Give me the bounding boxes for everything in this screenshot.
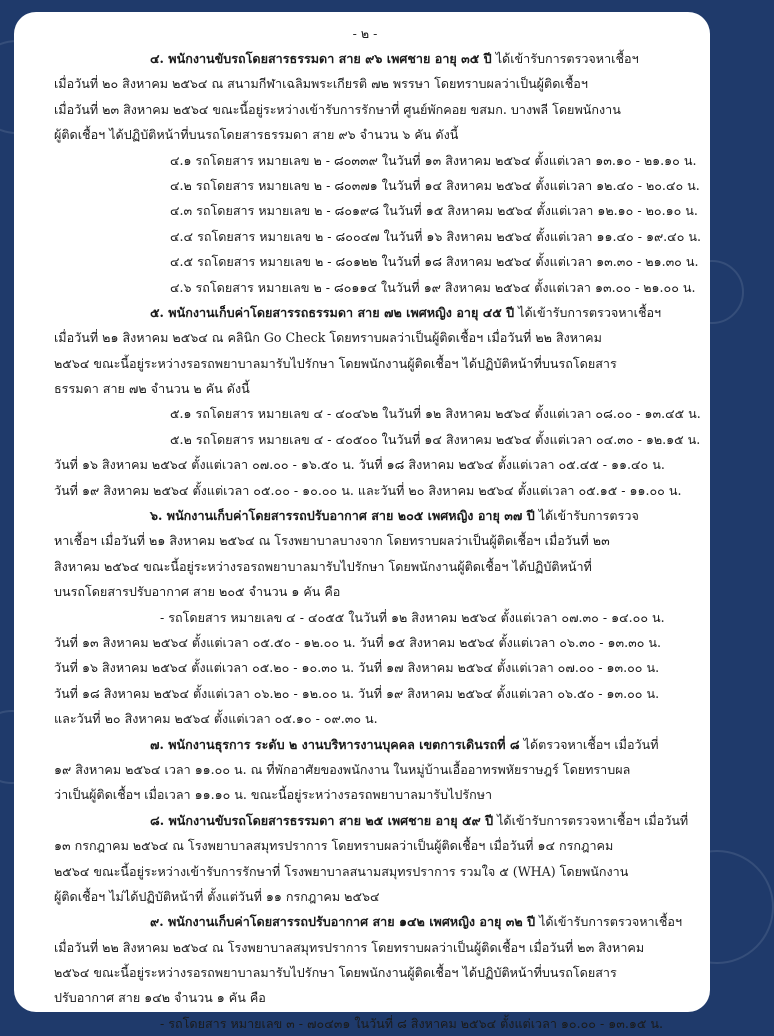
section-heading: ๕. พนักงานเก็บค่าโดยสารรถธรรมดา สาย ๗๒ เพศหญิง อายุ ๔๕ ปี <box>150 304 515 320</box>
section-heading-rest: ได้เข้ารับการตรวจ <box>534 508 639 524</box>
section-7-heading-line <box>54 732 676 757</box>
section-heading: ๖. พนักงานเก็บค่าโดยสารรถปรับอากาศ สาย ๒๐๕ เพศหญิง อายุ ๓๗ ปี <box>150 508 535 524</box>
section-8-heading-line <box>54 808 689 833</box>
body-line: บนรถโดยสารปรับอากาศ สาย ๒๐๕ จำนวน ๑ คัน คือ <box>54 584 341 600</box>
page-number: - ๒ - <box>352 26 378 41</box>
body-line: เมื่อวันที่ ๒๑ สิงหาคม ๒๕๖๔ ณ คลินิก Go Check โดยทราบผลว่าเป็นผู้ติดเชื้อฯ เมื่อวันที่ ๒๒ สิงหาคม <box>54 330 602 346</box>
list-item: ๕.๑ รถโดยสาร หมายเลข ๔ - ๔๐๔๖๒ ในวันที่ ๑๒ สิงหาคม ๒๕๖๔ ตั้งแต่เวลา ๐๘.๐๐ - ๑๓.๔๕ น. <box>170 406 701 422</box>
section-5-heading-line <box>54 300 676 325</box>
list-item: ๔.๓ รถโดยสาร หมายเลข ๒ - ๘๐๑๙๘ ในวันที่ ๑๕ สิงหาคม ๒๕๖๔ ตั้งแต่เวลา ๑๒.๑๐ - ๒๐.๑๐ น. <box>170 203 698 219</box>
body-line: วันที่ ๑๓ สิงหาคม ๒๕๖๔ ตั้งแต่เวลา ๐๕.๕๐ - ๑๒.๐๐ น. วันที่ ๑๕ สิงหาคม ๒๕๖๔ ตั้งแต่เวลา ๐๖.๓๐ - ๑๓.๓๐ น. <box>54 634 662 650</box>
body-line: ๒๕๖๔ ขณะนี้อยู่ระหว่างรอรถพยาบาลมารับไปรักษา โดยพนักงานผู้ติดเชื้อฯ ได้ปฏิบัติหน้าที่บนรถโดยสาร <box>54 355 617 371</box>
section-heading-rest: ได้เข้ารับการตรวจหาเชื้อฯ เมื่อวันที่ <box>493 812 689 828</box>
section-heading-rest: ได้ตรวจหาเชื้อฯ เมื่อวันที่ <box>519 736 659 752</box>
body-line: และวันที่ ๒๐ สิงหาคม ๒๕๖๔ ตั้งแต่เวลา ๐๕.๑๐ - ๐๙.๓๐ น. <box>54 711 378 727</box>
body-line: วันที่ ๑๘ สิงหาคม ๒๕๖๔ ตั้งแต่เวลา ๐๖.๒๐ - ๑๒.๐๐ น. วันที่ ๑๙ สิงหาคม ๒๕๖๔ ตั้งแต่เวลา ๐๖.๕๐ - ๑๓.๐๐ น. <box>54 685 660 701</box>
section-6-heading-line <box>54 503 676 528</box>
body-line: สิงหาคม ๒๕๖๔ ขณะนี้อยู่ระหว่างรอรถพยาบาลมารับไปรักษา โดยพนักงานผู้ติดเชื้อฯ ได้ปฏิบัติหน้าที่ <box>54 558 592 574</box>
body-line: ๑๓ กรกฎาคม ๒๕๖๔ ณ โรงพยาบาลสมุทรปราการ โดยทราบผลว่าเป็นผู้ติดเชื้อฯ เมื่อวันที่ ๑๔ กรกฎาคม <box>54 838 614 854</box>
list-item: ๔.๔ รถโดยสาร หมายเลข ๒ - ๘๐๐๔๗ ในวันที่ ๑๖ สิงหาคม ๒๕๖๔ ตั้งแต่เวลา ๑๑.๔๐ - ๑๙.๔๐ น. <box>170 228 702 244</box>
document-content <box>54 22 702 1036</box>
body-line: หาเชื้อฯ เมื่อวันที่ ๒๑ สิงหาคม ๒๕๖๔ ณ โรงพยาบาลบางจาก โดยทราบผลว่าเป็นผู้ติดเชื้อฯ เมื่อวันที่ ๒๓ <box>54 533 610 549</box>
list-item: ๔.๖ รถโดยสาร หมายเลข ๒ - ๘๐๑๑๔ ในวันที่ ๑๙ สิงหาคม ๒๕๖๔ ตั้งแต่เวลา ๑๓.๐๐ - ๒๑.๐๐ น. <box>170 279 696 295</box>
document-page <box>14 12 710 1031</box>
list-item: ๔.๒ รถโดยสาร หมายเลข ๒ - ๘๐๓๗๑ ในวันที่ ๑๔ สิงหาคม ๒๕๖๔ ตั้งแต่เวลา ๑๒.๔๐ - ๒๐.๔๐ น. <box>170 177 700 193</box>
body-line: ๒๕๖๔ ขณะนี้อยู่ระหว่างเข้ารับการรักษาที่ โรงพยาบาลสนามสมุทรปราการ รวมใจ ๕ (WHA) โดยพนักงาน <box>54 863 629 879</box>
section-heading-rest: ได้เข้ารับการตรวจหาเชื้อฯ <box>491 51 639 66</box>
section-4-heading-line <box>54 46 676 71</box>
list-item: ๕.๒ รถโดยสาร หมายเลข ๔ - ๔๐๕๐๐ ในวันที่ ๑๔ สิงหาคม ๒๕๖๔ ตั้งแต่เวลา ๐๔.๓๐ - ๑๒.๑๕ น. <box>170 431 701 447</box>
body-line: ว่าเป็นผู้ติดเชื้อฯ เมื่อเวลา ๑๑.๑๐ น. ขณะนี้อยู่ระหว่างรอรถพยาบาลมารับไปรักษา <box>54 787 493 803</box>
body-line: ธรรมดา สาย ๗๒ จำนวน ๒ คัน ดังนี้ <box>54 381 250 397</box>
section-heading-rest: ได้เข้ารับการตรวจหาเชื้อฯ <box>535 914 683 930</box>
body-line: วันที่ ๑๖ สิงหาคม ๒๕๖๔ ตั้งแต่เวลา ๐๗.๐๐ - ๑๖.๕๐ น. วันที่ ๑๘ สิงหาคม ๒๕๖๔ ตั้งแต่เวลา ๐๕.๔๕ - ๑๑.๔๐ น. <box>54 457 665 473</box>
body-line: เมื่อวันที่ ๒๓ สิงหาคม ๒๕๖๔ ขณะนี้อยู่ระหว่างเข้ารับการรักษาที่ ศูนย์พักคอย ขสมก. บางพลี โดยพนักงาน <box>54 101 621 117</box>
body-line: ปรับอากาศ สาย ๑๔๒ จำนวน ๑ คัน คือ <box>54 990 266 1006</box>
body-line: ผู้ติดเชื้อฯ ได้ปฏิบัติหน้าที่บนรถโดยสารธรรมดา สาย ๙๖ จำนวน ๖ คัน ดังนี้ <box>54 127 459 143</box>
body-line: วันที่ ๑๙ สิงหาคม ๒๕๖๔ ตั้งแต่เวลา ๐๕.๐๐ - ๑๐.๐๐ น. และวันที่ ๒๐ สิงหาคม ๒๕๖๔ ตั้งแต่เวลา ๐๕.๑๕ - ๑๑.๐๐ น. <box>54 482 682 498</box>
body-line: เมื่อวันที่ ๒๐ สิงหาคม ๒๕๖๔ ณ สนามกีฬาเฉลิมพระเกียรติ ๗๒ พรรษา โดยทราบผลว่าเป็นผู้ติดเชื้อฯ <box>54 76 588 92</box>
section-heading: ๙. พนักงานเก็บค่าโดยสารรถปรับอากาศ สาย ๑๔๒ เพศหญิง อายุ ๓๒ ปี <box>150 914 536 930</box>
body-line: ๑๙ สิงหาคม ๒๕๖๔ เวลา ๑๑.๐๐ น. ณ ที่พักอาศัยของพนักงาน ในหมู่บ้านเอื้ออาทรพหัยราษฎร์ โดยทราบผล <box>54 761 631 777</box>
section-heading: ๔. พนักงานขับรถโดยสารธรรมดา สาย ๙๖ เพศชาย อายุ ๓๕ ปี <box>150 51 492 66</box>
section-heading: ๗. พนักงานธุรการ ระดับ ๒ งานบริหารงานบุคคล เขตการเดินรถที่ ๘ <box>150 736 520 752</box>
list-item: - รถโดยสาร หมายเลข ๔ - ๔๐๕๕ ในวันที่ ๑๒ สิงหาคม ๒๕๖๔ ตั้งแต่เวลา ๐๗.๓๐ - ๑๔.๐๐ น. <box>160 609 665 625</box>
body-line: ๒๕๖๔ ขณะนี้อยู่ระหว่างรอรถพยาบาลมารับไปรักษา โดยพนักงานผู้ติดเชื้อฯ ได้ปฏิบัติหน้าที่บนรถโดยสาร <box>54 965 617 981</box>
list-item: ๔.๕ รถโดยสาร หมายเลข ๒ - ๘๐๑๒๒ ในวันที่ ๑๘ สิงหาคม ๒๕๖๔ ตั้งแต่เวลา ๑๓.๓๐ - ๒๑.๓๐ น. <box>170 254 699 270</box>
list-item: ๔.๑ รถโดยสาร หมายเลข ๒ - ๘๐๓๓๙ ในวันที่ ๑๓ สิงหาคม ๒๕๖๔ ตั้งแต่เวลา ๑๓.๑๐ - ๒๑.๑๐ น. <box>170 152 697 168</box>
section-9-heading-line <box>54 909 683 934</box>
list-item: - รถโดยสาร หมายเลข ๓ - ๗๐๔๓๑ ในวันที่ ๘ สิงหาคม ๒๕๖๔ ตั้งแต่เวลา ๑๐.๐๐ - ๑๓.๑๕ น. <box>160 1015 663 1031</box>
body-line: เมื่อวันที่ ๒๒ สิงหาคม ๒๕๖๔ ณ โรงพยาบาลสมุทรปราการ โดยทราบผลว่าเป็นผู้ติดเชื้อฯ เมื่อวันที่ ๒๓ สิงหาคม <box>54 939 645 955</box>
body-line: ผู้ติดเชื้อฯ ไม่ได้ปฏิบัติหน้าที่ ตั้งแต่วันที่ ๑๑ กรกฎาคม ๒๕๖๔ <box>54 888 380 904</box>
section-heading: ๘. พนักงานขับรถโดยสารธรรมดา สาย ๒๕ เพศชาย อายุ ๕๙ ปี <box>150 812 494 828</box>
section-heading-rest: ได้เข้ารับการตรวจหาเชื้อฯ <box>514 304 662 320</box>
body-line: วันที่ ๑๖ สิงหาคม ๒๕๖๔ ตั้งแต่เวลา ๐๕.๒๐ - ๑๐.๓๐ น. วันที่ ๑๗ สิงหาคม ๒๕๖๔ ตั้งแต่เวลา ๐๗.๐๐ - ๑๓.๐๐ น. <box>54 660 660 676</box>
